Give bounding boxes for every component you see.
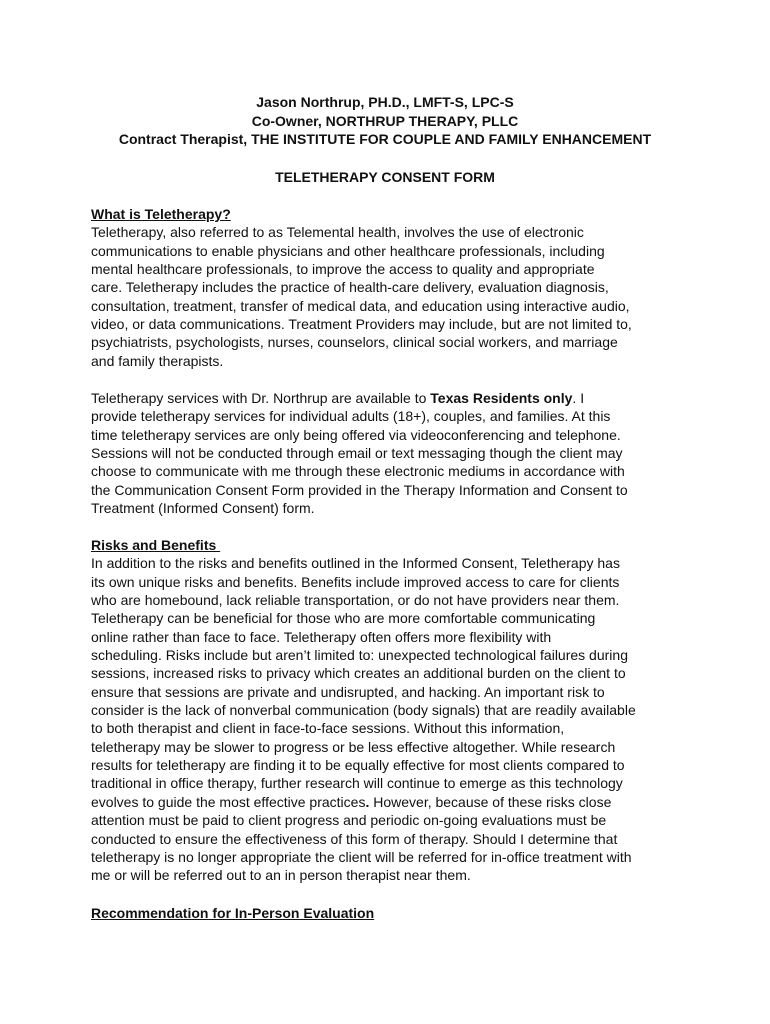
paragraph-line: Teletherapy, also referred to as Telemental health, involves the use of electronic (91, 224, 584, 241)
section-heading: What is Teletherapy? (91, 206, 231, 222)
paragraph-line: conducted to ensure the effectiveness of this form of therapy. Should I determine that (91, 830, 618, 847)
paragraph-line: to both therapist and client in face-to-face sessions. Without this information, (91, 720, 565, 737)
paragraph-line: ensure that sessions are private and undisrupted, and hacking. An important risk to (91, 683, 605, 700)
paragraph-line: Teletherapy can be beneficial for those who are more comfortable communicating (91, 610, 596, 627)
text-span: However, because of these risks close (369, 793, 612, 810)
paragraph-line: mental healthcare professionals, to improve the access to quality and appropriate (91, 261, 595, 278)
paragraph-line: communications to enable physicians and other healthcare professionals, including (91, 242, 605, 259)
section-recommendation (91, 904, 691, 922)
paragraph-line: Treatment (Informed Consent) form. (91, 500, 315, 517)
owner-line: Co-Owner, NORTHRUP THERAPY, PLLC (251, 112, 519, 129)
paragraph-line: attention must be paid to client progress and periodic on-going evaluations must be (91, 812, 607, 829)
paragraph-line: choose to communicate with me through these electronic mediums in accordance with (91, 463, 625, 480)
paragraph-line: the Communication Consent Form provided in the Therapy Information and Consent to (91, 481, 628, 498)
section-risks-and-benefits (91, 536, 691, 885)
paragraph-line: and family therapists. (91, 352, 224, 369)
paragraph-line: consider is the lack of nonverbal communication (body signals) that are readily available (91, 702, 636, 719)
paragraph-line: sessions, increased risks to privacy which creates an additional burden on the client to (91, 665, 626, 682)
paragraph-line: consultation, treatment, transfer of medical data, and education using interactive audio, (91, 297, 630, 314)
paragraph-line: teletherapy is no longer appropriate the client will be referred for in-office treatment with (91, 848, 632, 865)
text-span-bold: . (365, 793, 370, 810)
paragraph-line: provide teletherapy services for individual adults (18+), couples, and families. At this (91, 408, 611, 425)
paragraph-line: who are homebound, lack reliable transportation, or do not have providers near them. (91, 592, 620, 609)
author-name-line: Jason Northrup, PH.D., LMFT-S, LPC-S (256, 94, 514, 110)
paragraph-line: Sessions will not be conducted through email or text messaging though the client may (91, 445, 623, 462)
paragraph-line: In addition to the risks and benefits outlined in the Informed Consent, Teletherapy has (91, 555, 620, 572)
contract-line: Contract Therapist, THE INSTITUTE FOR COUPLE AND FAMILY ENHANCEMENT (118, 131, 652, 148)
section-services (91, 389, 691, 517)
paragraph-line: its own unique risks and benefits. Benefits include improved access to care for clients (91, 573, 620, 590)
document-header (0, 93, 770, 149)
section-heading: Risks and Benefits (91, 537, 221, 553)
paragraph-line: psychiatrists, psychologists, nurses, counselors, clinical social workers, and marriage (91, 334, 618, 351)
paragraph-line (91, 793, 691, 811)
section-heading: Recommendation for In-Person Evaluation (91, 905, 375, 921)
paragraph-line: me or will be referred out to an in person therapist near them. (91, 867, 471, 884)
paragraph-line: online rather than face to face. Teletherapy often offers more flexibility with (91, 628, 552, 645)
text-span: . I (572, 390, 585, 406)
paragraph-line: care. Teletherapy includes the practice of health-care delivery, evaluation diagnosis, (91, 279, 609, 296)
section-what-is-teletherapy (91, 205, 691, 370)
paragraph-line: teletherapy may be slower to progress or be less effective altogether. While research (91, 738, 616, 755)
paragraph-line: scheduling. Risks include but aren’t limited to: unexpected technological failures during (91, 647, 628, 664)
paragraph-line: results for teletherapy are finding it to be equally effective for most clients compared to (91, 757, 625, 774)
paragraph-line (91, 389, 691, 407)
text-span: evolves to guide the most effective practices (91, 793, 366, 810)
paragraph-line: video, or data communications. Treatment Providers may include, but are not limited to, (91, 316, 632, 333)
form-title: TELETHERAPY CONSENT FORM (275, 169, 495, 185)
paragraph-line: time teletherapy services are only being offered via videoconferencing and telephone. (91, 426, 621, 443)
text-span: Teletherapy services with Dr. Northrup are available to (91, 390, 431, 406)
texas-residents-emphasis: Texas Residents only (430, 390, 573, 406)
paragraph-line: traditional in office therapy, further research will continue to emerge as this technology (91, 775, 623, 792)
